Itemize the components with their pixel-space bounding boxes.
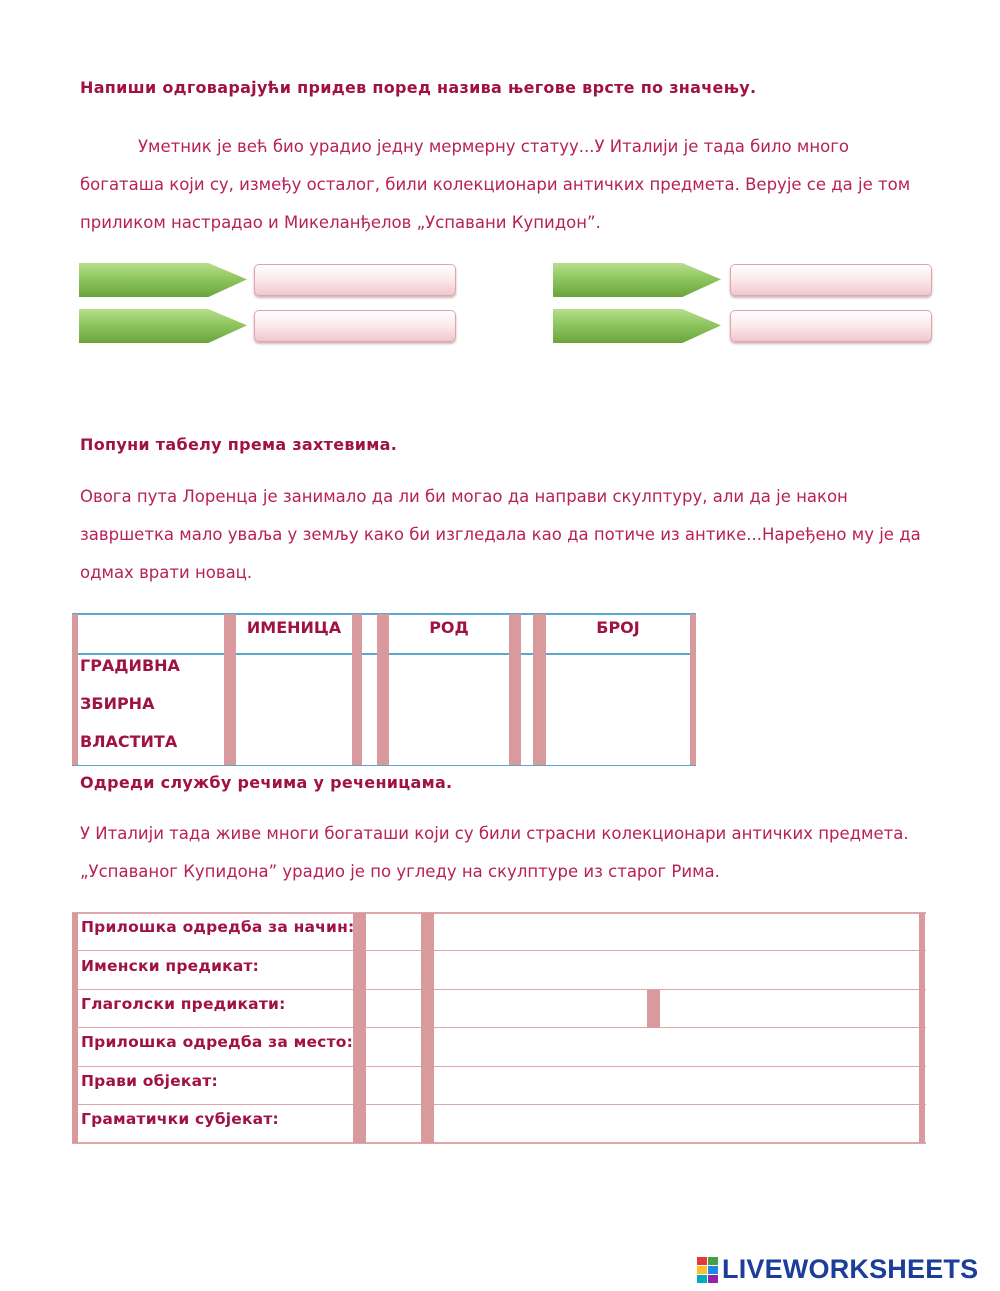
column-header-gender: РОД [429, 618, 469, 637]
section3-line-1: У Италији тада живе многи богаташи који су били страсни колекционари античких предмета. [80, 824, 909, 843]
section1-heading: Напиши одговарајући придев поред назива његове врсте по значењу. [80, 78, 757, 97]
adjective-answer-input-3[interactable] [730, 264, 932, 296]
answer-cell-nominal-predicate[interactable] [434, 951, 919, 989]
liveworksheets-logo-text: LIVEWORKSHEETS [722, 1254, 979, 1284]
answer-cell-grammatical-subject[interactable] [434, 1105, 919, 1142]
table-col-divider [919, 913, 925, 1143]
table-col-divider [353, 913, 366, 1143]
table-bottom-border [72, 765, 696, 766]
section3-heading: Одреди службу речима у реченицама. [80, 773, 453, 792]
row-label-verbal-predicates: Глаголски предикати: [81, 995, 286, 1013]
answer-cell-direct-object[interactable] [434, 1067, 919, 1104]
table-col-divider [72, 913, 78, 1143]
adjective-type-label-2 [79, 309, 247, 343]
adjective-answer-input-2[interactable] [254, 310, 456, 342]
adjective-type-label-1 [79, 263, 247, 297]
table-col-divider [72, 614, 78, 765]
table-col-divider [352, 614, 362, 765]
adjective-answer-input-1[interactable] [254, 264, 456, 296]
row-label-adverbial-manner: Прилошка одредба за начин: [81, 918, 355, 936]
table-col-divider [647, 990, 660, 1028]
table-row-line [72, 1142, 926, 1144]
table-col-divider [509, 614, 521, 765]
answer-cell-adverbial-place[interactable] [434, 1028, 919, 1066]
row-label-nominal-predicate: Именски предикат: [81, 957, 260, 975]
table-col-divider [224, 614, 236, 765]
section3-line-2: „Успаваног Купидона” урадио је по угледу на скулптуре из старог Рима. [80, 862, 720, 881]
table-col-divider [533, 614, 546, 765]
column-header-noun: ИМЕНИЦА [246, 618, 342, 637]
answer-cell-verbal-predicate-2[interactable] [660, 990, 919, 1027]
answer-cell-verbal-predicate-1[interactable] [434, 990, 647, 1027]
row-label-proper: ВЛАСТИТА [80, 732, 178, 751]
row-label-grammatical-subject: Граматички субјекат: [81, 1110, 279, 1128]
section1-line-2: богаташа који су, између осталог, били колекционари античких предмета. Верује се да је том [80, 175, 911, 194]
row-label-collective: ЗБИРНА [80, 694, 155, 713]
liveworksheets-logo-icon [697, 1257, 719, 1283]
row-label-material: ГРАДИВНА [80, 656, 180, 675]
section2-heading: Попуни табелу према захтевима. [80, 435, 398, 454]
row-label-direct-object: Прави објекат: [81, 1072, 218, 1090]
adjective-type-label-3 [553, 263, 721, 297]
gender-answer-cell[interactable] [389, 655, 509, 765]
adjective-answer-input-4[interactable] [730, 310, 932, 342]
adjective-type-label-4 [553, 309, 721, 343]
number-answer-cell[interactable] [546, 655, 690, 765]
table-col-divider [377, 614, 389, 765]
table-col-divider [690, 614, 696, 765]
section2-line-3: одмах врати новац. [80, 563, 253, 582]
section1-line-1: Уметник је већ био урадио једну мермерну статуу...У Италији је тада било много [138, 137, 849, 156]
table-col-divider [421, 913, 434, 1143]
section2-line-1: Овога пута Лоренца је занимало да ли би могао да направи скулптуру, али да је након [80, 487, 848, 506]
section2-line-2: завршетка мало уваља у земљу како би изгледала као да потиче из антике...Наређено му је да [80, 525, 921, 544]
noun-answer-cell[interactable] [236, 655, 352, 765]
row-label-adverbial-place: Прилошка одредба за место: [81, 1033, 353, 1051]
answer-cell-adverbial-manner[interactable] [434, 913, 919, 950]
section1-line-3: приликом настрадао и Микеланђелов „Успавани Купидон”. [80, 213, 601, 232]
column-header-number: БРОЈ [596, 618, 640, 637]
